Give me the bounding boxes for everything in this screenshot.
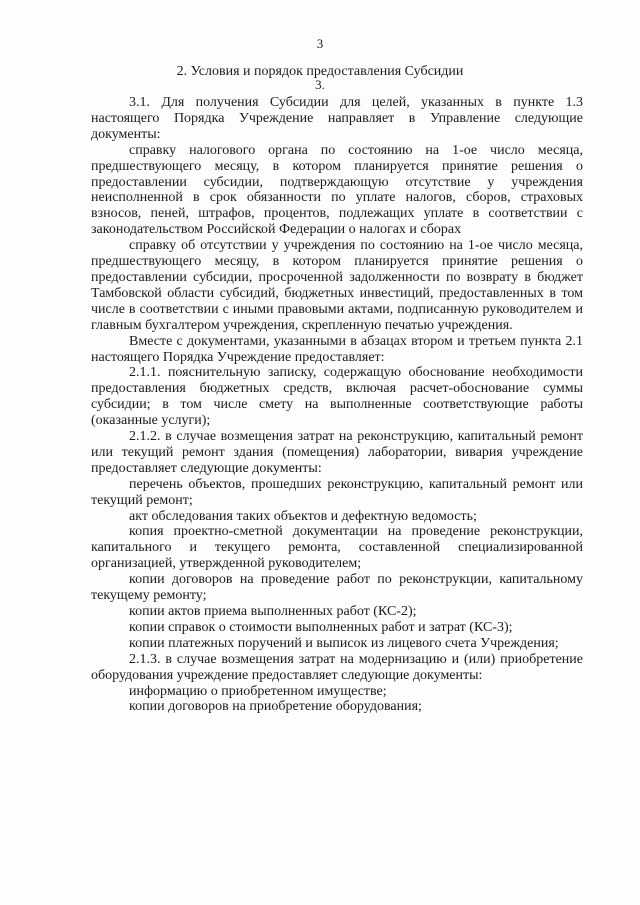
paragraph: Вместе с документами, указанными в абзацах втором и третьем пункта 2.1 настоящего Порядка Учреждение предоставляет: bbox=[91, 333, 583, 365]
paragraph: 2.1.2. в случае возмещения затрат на реконструкцию, капитальный ремонт или текущий ремонт здания (помещения) лаборатории, вивария учреждение предоставляет следующие документы: bbox=[91, 429, 583, 476]
paragraph: копии актов приема выполненных работ (КС-2); bbox=[129, 604, 417, 619]
document-body bbox=[91, 95, 583, 715]
paragraph: копии платежных поручений и выписок из лицевого счета Учреждения; bbox=[129, 635, 559, 651]
paragraph: информацию о приобретенном имуществе; bbox=[129, 683, 387, 699]
paragraph: акт обследования таких объектов и дефектную ведомость; bbox=[129, 508, 477, 524]
paragraph: справку об отсутствии у учреждения по состоянию на 1-ое число месяца, предшествующего месяцу, в котором планируется принятие решения о предоставлении субсидии, просроченной задолженности по возврату в бюджет Тамбовской области субсидий, бюджетных инвестиций, предоставленных в том числе в соответствии с иными правовыми актами, подписанную руководителем и главным бухгалтером учреждения, скрепленную печатью учреждения. bbox=[91, 238, 583, 333]
paragraph: перечень объектов, прошедших реконструкцию, капитальный ремонт или текущий ремонт; bbox=[91, 476, 583, 508]
section-title: 2. Условия и порядок предоставления Субсидии bbox=[176, 64, 464, 79]
paragraph: копии справок о стоимости выполненных работ и затрат (КС-3); bbox=[129, 619, 513, 635]
paragraph: копии договоров на приобретение оборудования; bbox=[129, 699, 422, 715]
page-number: 3 bbox=[316, 36, 324, 51]
section-number-stamp: 3. bbox=[315, 77, 325, 92]
paragraph: 2.1.3. в случае возмещения затрат на модернизацию и (или) приобретение оборудования учреждение предоставляет следующие документы: bbox=[91, 651, 583, 683]
paragraph: 3.1. Для получения Субсидии для целей, указанных в пункте 1.3 настоящего Порядка Учреждение направляет в Управление следующие документы: bbox=[91, 95, 583, 142]
paragraph: копии договоров на проведение работ по реконструкции, капитальному текущему ремонту; bbox=[91, 572, 583, 604]
paragraph: справку налогового органа по состоянию на 1-ое число месяца, предшествующего месяцу, в котором планируется принятие решения о предоставлении субсидии, подтверждающую отсутствие у учреждения неисполненной в срок обязанности по уплате налогов, сборов, страховых взносов, пеней, штрафов, процентов, подлежащих уплате в соответствии с законодательством Российской Федерации о налогах и сборах bbox=[91, 142, 583, 238]
paragraph: 2.1.1. пояснительную записку, содержащую обоснование необходимости предоставления бюджетных средств, включая расчет-обоснование суммы субсидии; в том числе смету на выполненные соответствующие работы (оказанные услуги); bbox=[91, 365, 583, 429]
paragraph: копия проектно-сметной документации на проведение реконструкции, капитального и текущего ремонта, составленной специализированной организацией, утвержденной руководителем; bbox=[91, 524, 583, 572]
